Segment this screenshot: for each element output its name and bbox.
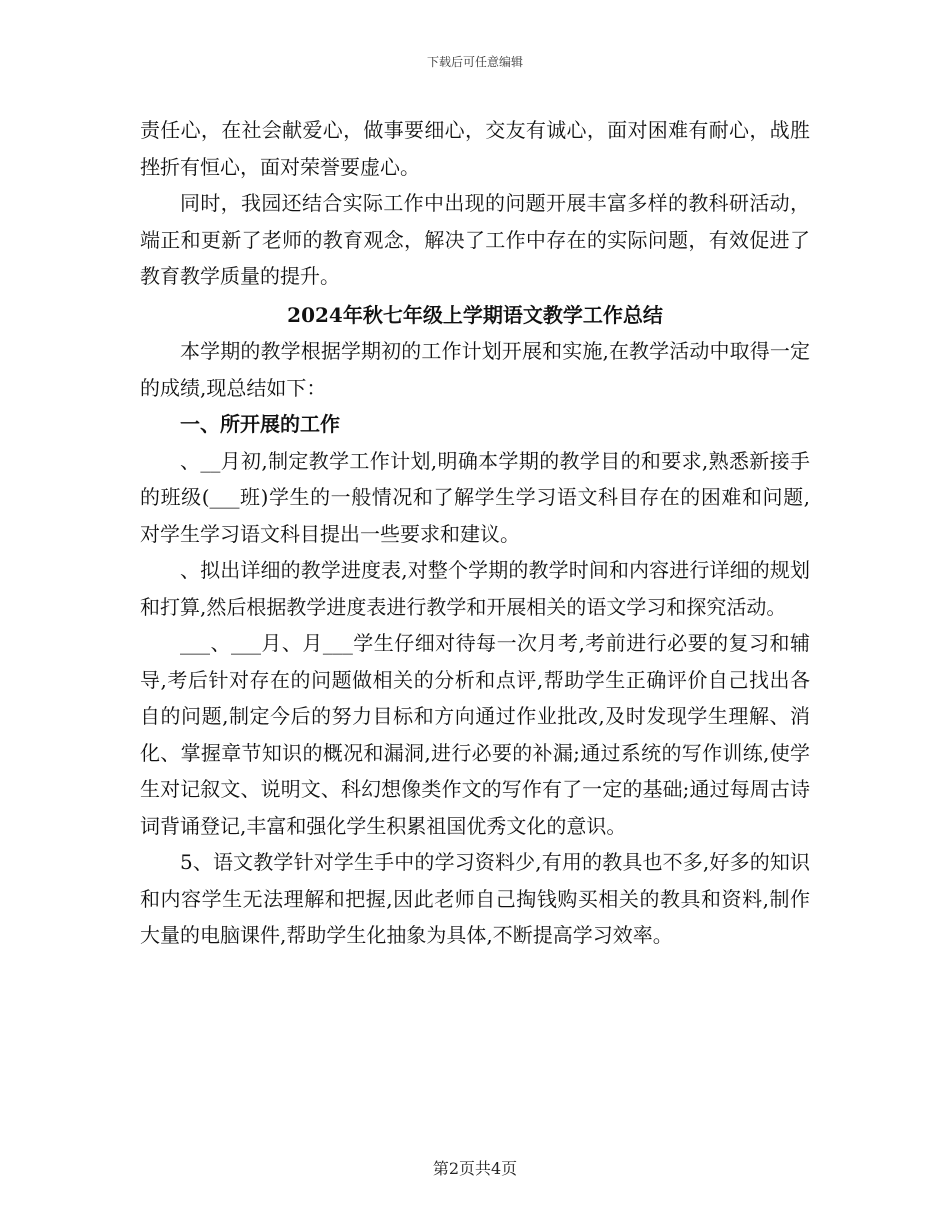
document-title: 2024年秋七年级上学期语文教学工作总结 <box>287 302 663 327</box>
paragraph-1: 责任心，在社会献爱心，做事要细心，交友有诚心，面对困难有耐心，战胜挫折有恒心，面对荣誉要虚心。 <box>140 118 810 179</box>
paragraph-item-5: 5、语文教学针对学生手中的学习资料少,有用的教具也不多,好多的知识和内容学生无法理解和把握,因此老师自己掏钱购买相关的教具和资料,制作大量的电脑课件,帮助学生化抽象为具体,不断提高学习效率。 <box>140 850 810 947</box>
paragraph-item-1: 、__月初,制定教学工作计划,明确本学期的教学目的和要求,熟悉新接手的班级(___班)学生的一般情况和了解学生学习语文科目存在的困难和问题,对学生学习语文科目提出一些要求和建议。 <box>140 448 810 546</box>
document-body <box>140 112 810 954</box>
paragraph-item-2: 、拟出详细的教学进度表,对整个学期的教学时间和内容进行详细的规划和打算,然后根据教学进度表进行教学和开展相关的语文学习和探究活动。 <box>140 558 810 619</box>
paragraph-item-3: ___、___月、月___学生仔细对待每一次月考,考前进行必要的复习和辅导,考后针对存在的问题做相关的分析和点评,帮助学生正确评价自己找出各自的问题,制定今后的努力目标和方向通过作业批改,及时发现学生理解、消化、掌握章节知识的概况和漏洞,进行必要的补漏;通过系统的写作训练,使学生对记叙文、说明文、科幻想像类作文的写作有了一定的基础;通过每周古诗词背诵登记,丰富和强化学生积累祖国优秀文化的意识。 <box>140 631 810 838</box>
page-header: 下载后可任意编辑 <box>426 55 523 69</box>
section-heading: 一、所开展的工作 <box>180 412 340 436</box>
page-footer: 第2页共4页 <box>432 1159 518 1178</box>
paragraph-intro: 本学期的教学根据学期初的工作计划开展和实施,在教学活动中取得一定的成绩,现总结如下： <box>140 339 810 400</box>
paragraph-2: 同时，我园还结合实际工作中出现的问题开展丰富多样的教科研活动，端正和更新了老师的教育观念，解决了工作中存在的实际问题，有效促进了教育教学质量的提升。 <box>140 191 810 288</box>
